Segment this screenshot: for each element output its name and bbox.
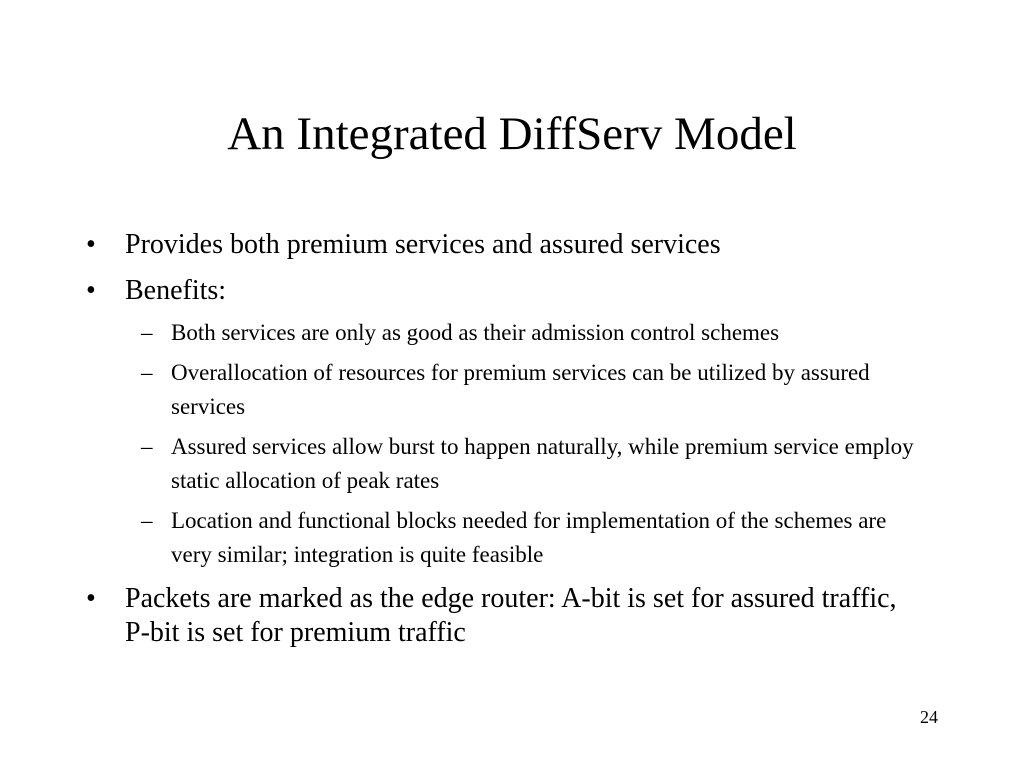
sub-bullet-item [141,356,931,424]
dash-marker: – [141,360,153,385]
slide-body [0,228,1024,662]
sub-bullet-text: Assured services allow burst to happen naturally, while premium service employ static allocation of peak rates [171,434,914,493]
sub-bullet-item [141,316,931,350]
sub-bullet-text: Location and functional blocks needed for implementation of the schemes are very similar; integration is quite feasible [171,508,887,567]
dash-marker: – [141,434,153,459]
bullet-marker: • [86,583,96,614]
sub-bullet-text: Both services are only as good as their admission control schemes [171,320,780,345]
bullet-marker: • [86,229,96,260]
slide-title: An Integrated DiffServ Model [227,108,797,160]
sub-bullet-item [141,504,931,572]
bullet-marker: • [86,275,96,306]
sub-bullet-item [141,430,931,498]
bullet-text: Packets are marked as the edge router: A-bit is set for assured traffic, P-bit is set for premium traffic [125,583,897,648]
page-number: 24 [920,707,938,727]
bullet-text: Provides both premium services and assured services [125,229,721,260]
bullet-text: Benefits: [125,275,227,306]
sub-bullet-text: Overallocation of resources for premium services can be utilized by assured services [171,360,870,419]
dash-marker: – [141,508,153,533]
bullet-item [86,582,915,650]
bullet-item [86,228,915,262]
dash-marker: – [141,320,153,345]
bullet-item [86,274,915,308]
